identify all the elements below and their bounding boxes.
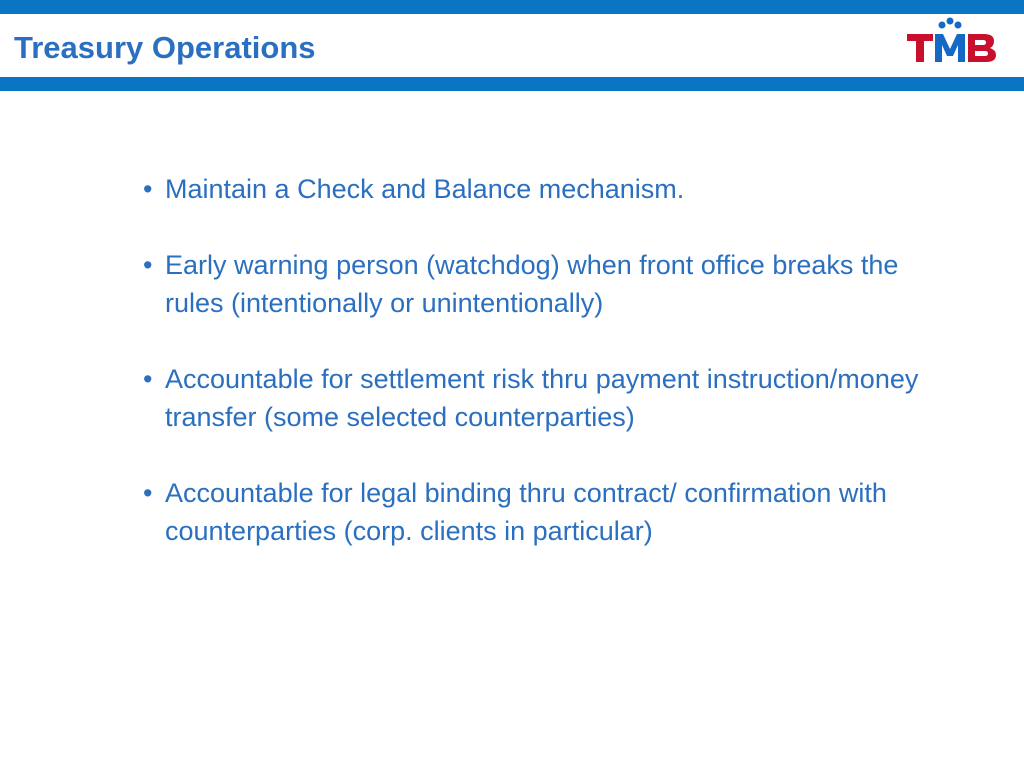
bullet-marker: • <box>143 174 153 204</box>
bullet-item <box>143 360 943 436</box>
bullet-text: Accountable for legal binding thru contract/ confirmation with counterparties (corp. clients in particular) <box>165 478 887 546</box>
bullet-item <box>143 246 943 322</box>
header-divider <box>0 77 1024 91</box>
bullet-marker: • <box>143 250 153 280</box>
top-bar <box>0 0 1024 14</box>
bullet-item <box>143 170 943 208</box>
bullet-marker: • <box>143 478 153 508</box>
bullet-text: Accountable for settlement risk thru payment instruction/money transfer (some selected counterparties) <box>165 364 919 432</box>
bullet-marker: • <box>143 364 153 394</box>
bullet-text: Early warning person (watchdog) when front office breaks the rules (intentionally or unintentionally) <box>165 250 899 318</box>
tmb-logo <box>904 16 1000 68</box>
bullet-list <box>143 170 943 588</box>
bullet-item <box>143 474 943 550</box>
page-title: Treasury Operations <box>14 30 316 65</box>
bullet-text: Maintain a Check and Balance mechanism. <box>165 174 685 204</box>
